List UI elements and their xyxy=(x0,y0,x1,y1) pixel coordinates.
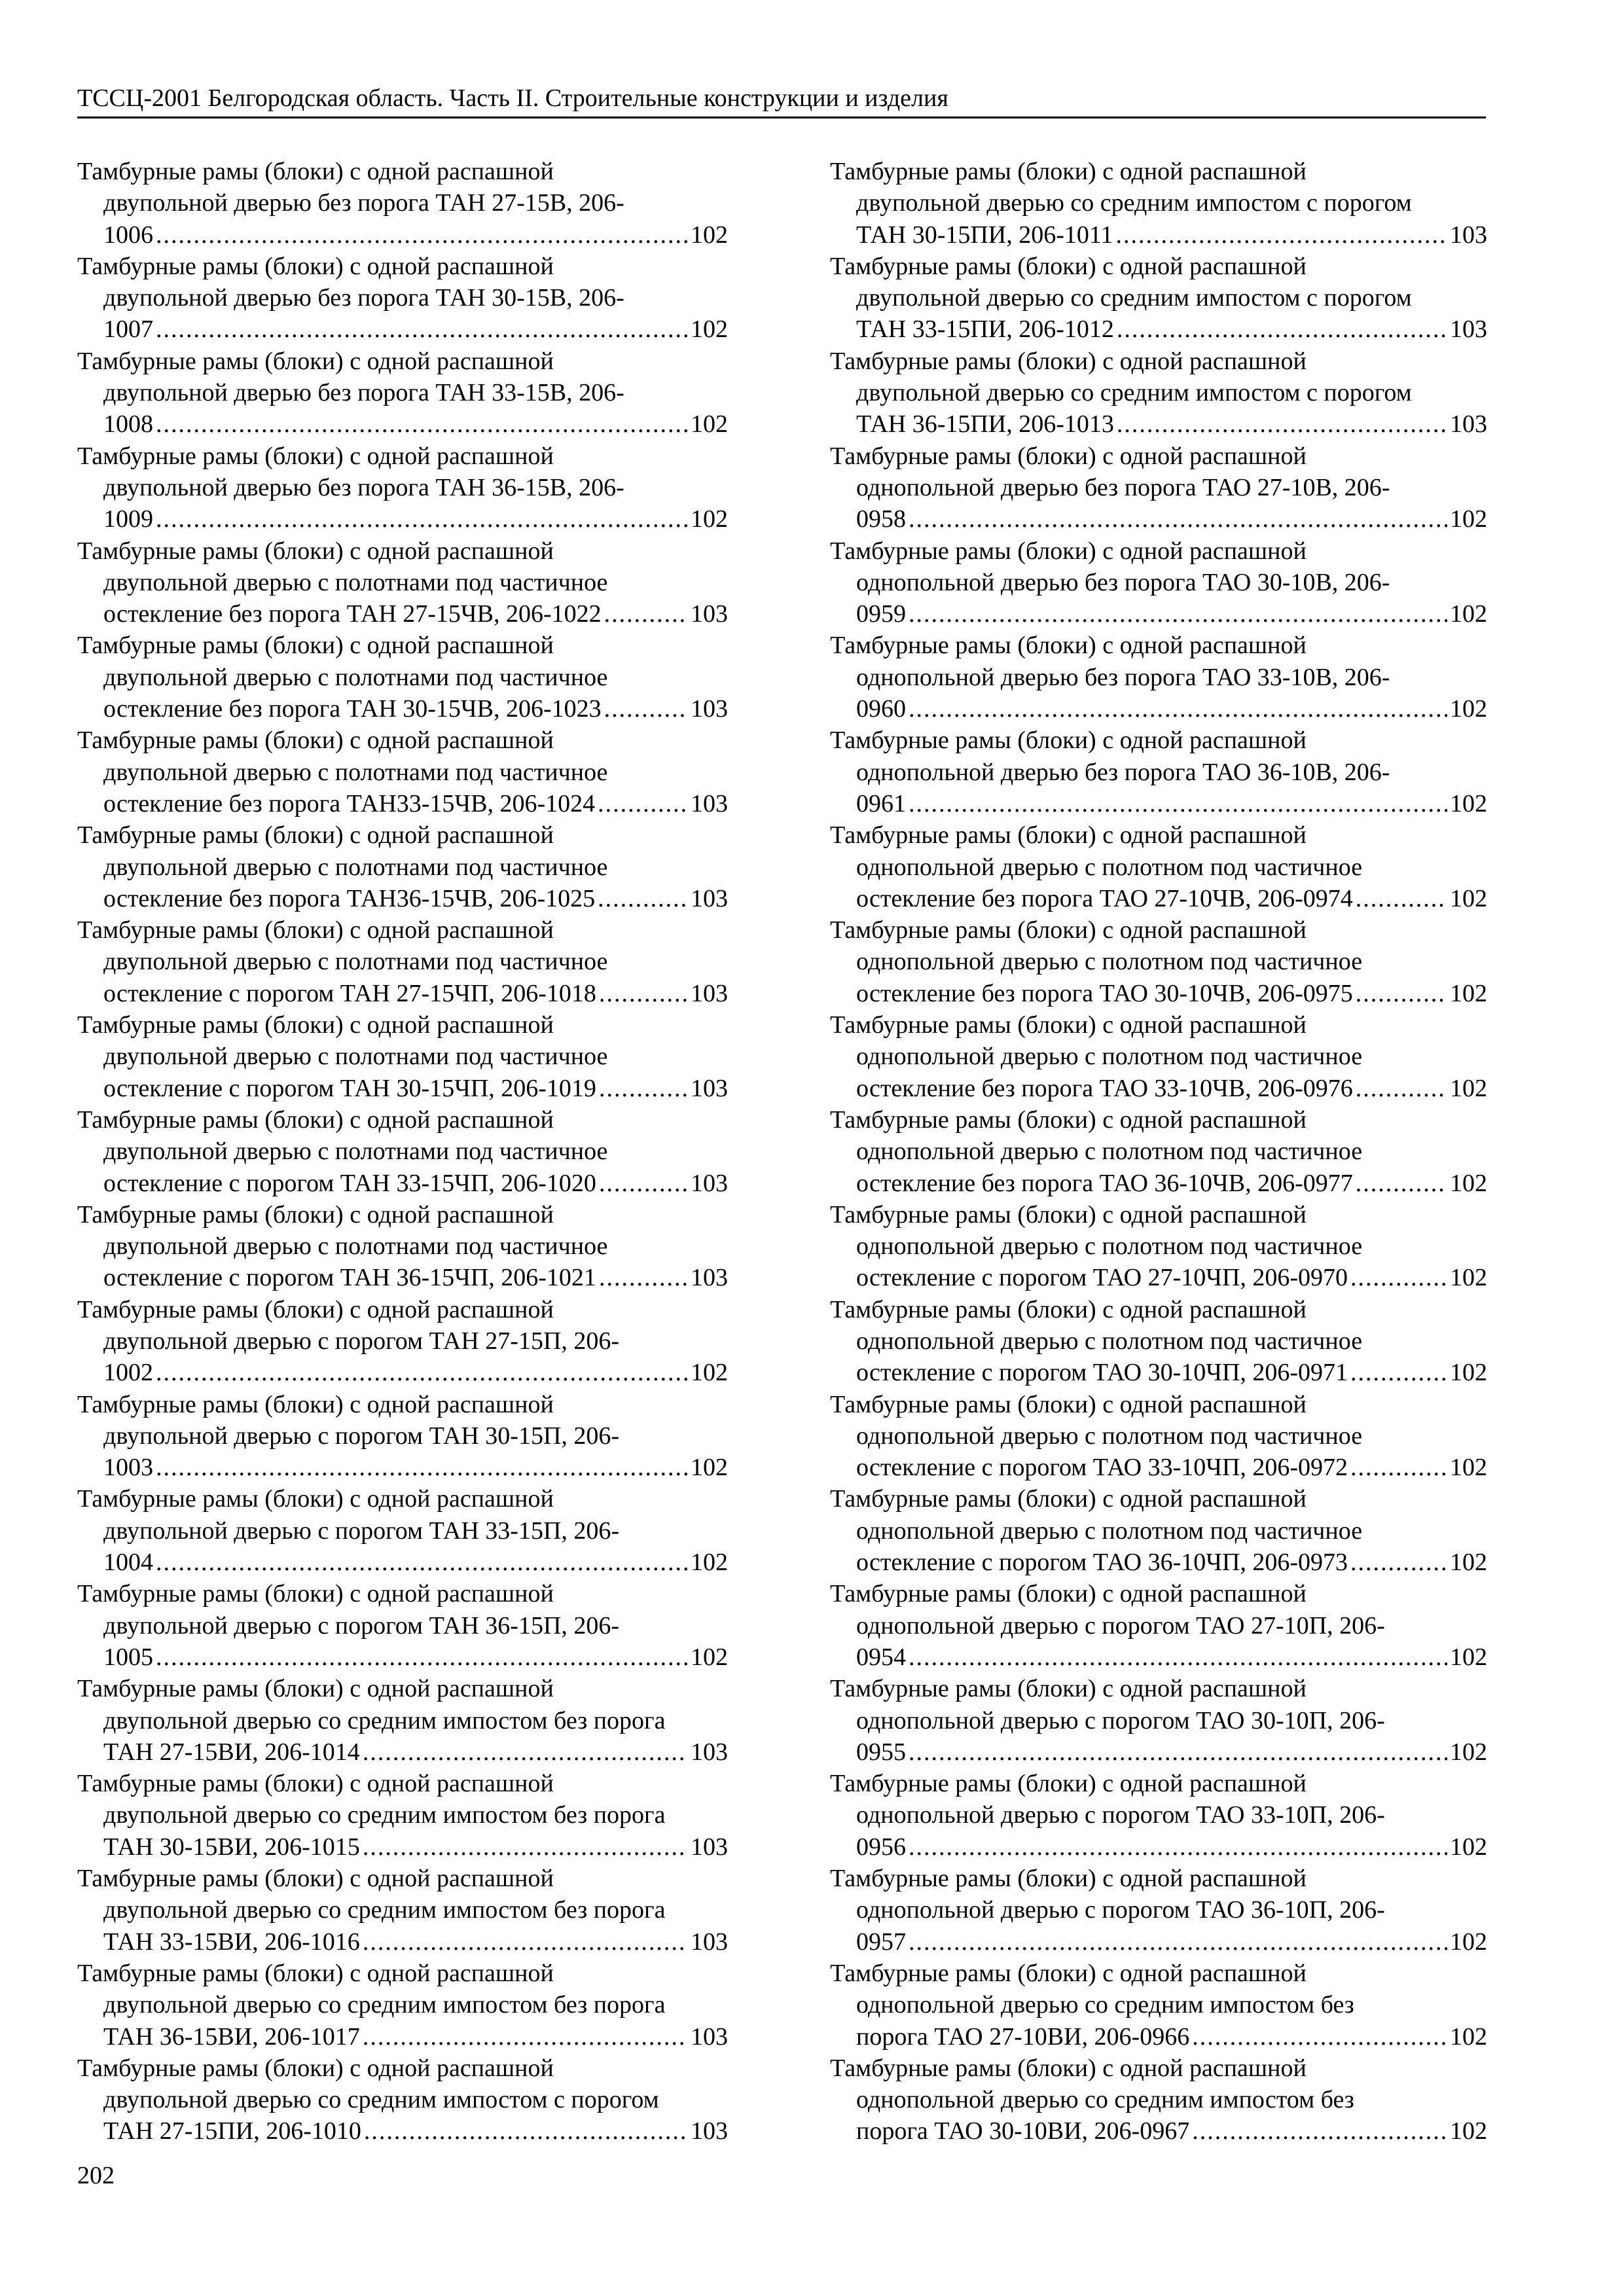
dot-leader xyxy=(1356,883,1447,914)
entry-text-line: двупольной дверью с порогом ТАН 36-15П, 206- xyxy=(103,1611,620,1640)
dot-leader xyxy=(156,503,688,535)
entry-page-number: 102 xyxy=(1450,1074,1487,1102)
entry-last-line xyxy=(77,2115,728,2147)
entry-text-line: однопольной дверью с полотном под частичное xyxy=(856,1516,1363,1545)
index-entry xyxy=(830,1863,1487,1958)
entry-text-line: Тамбурные рамы (блоки) с одной распашной xyxy=(77,632,554,660)
entry-page-number: 102 xyxy=(691,1454,728,1482)
dot-leader xyxy=(156,408,688,440)
entry-text-line: Тамбурные рамы (блоки) с одной распашной xyxy=(830,1580,1307,1608)
entry-text-line: остекление без порога ТАО 27-10ЧВ, 206-0974 xyxy=(856,884,1353,912)
dot-leader xyxy=(909,503,1447,535)
entry-last-line xyxy=(830,978,1487,1009)
entry-page-number: 103 xyxy=(691,695,728,723)
entry-last-line xyxy=(77,1736,728,1768)
entry-last-line xyxy=(77,314,728,345)
entry-text-line: однопольной дверью с полотном под частичное xyxy=(856,1043,1363,1071)
entry-text-line: Тамбурные рамы (блоки) с одной распашной xyxy=(77,1865,554,1893)
entry-text-line: двупольной дверью с порогом ТАН 27-15П, 206- xyxy=(103,1327,620,1355)
entry-text-line: 1002 xyxy=(103,1359,153,1387)
entry-text-line: Тамбурные рамы (блоки) с одной распашной xyxy=(77,347,554,375)
entry-page-number: 102 xyxy=(1450,789,1487,817)
entry-text-line: двупольной дверью без порога ТАН 30-15В, 206- xyxy=(103,284,624,312)
dot-leader xyxy=(363,2021,688,2053)
entry-last-line xyxy=(77,883,728,914)
entry-text-line: остекление без порога ТАО 36-10ЧВ, 206-0977 xyxy=(856,1169,1353,1197)
index-entry xyxy=(77,914,728,1009)
entry-page-number: 102 xyxy=(1450,1549,1487,1577)
entry-page-number: 102 xyxy=(691,315,728,344)
entry-last-line xyxy=(830,219,1487,251)
dot-leader xyxy=(156,1357,688,1388)
entry-text-line: Тамбурные рамы (блоки) с одной распашной xyxy=(77,1390,554,1418)
entry-text-line: 1004 xyxy=(103,1549,153,1577)
entry-text-line: 1007 xyxy=(103,315,153,344)
dot-leader xyxy=(909,1926,1447,1958)
entry-page-number: 102 xyxy=(1450,979,1487,1007)
entry-text-line: Тамбурные рамы (блоки) с одной распашной xyxy=(830,1011,1307,1039)
entry-text-line: Тамбурные рамы (блоки) с одной распашной xyxy=(830,1485,1307,1513)
entry-last-line xyxy=(77,598,728,630)
entry-last-line xyxy=(77,1073,728,1104)
entry-page-number: 102 xyxy=(1450,600,1487,628)
entry-page-number: 103 xyxy=(1450,410,1487,439)
entry-text-line: Тамбурные рамы (блоки) с одной распашной xyxy=(77,821,554,850)
entry-page-number: 103 xyxy=(691,600,728,628)
entry-text-line: остекление без порога ТАН36-15ЧВ, 206-1025 xyxy=(103,884,596,912)
index-entry xyxy=(830,1768,1487,1863)
dot-leader xyxy=(363,1736,688,1768)
entry-last-line xyxy=(77,788,728,819)
index-entry xyxy=(77,440,728,535)
entry-last-line xyxy=(77,1168,728,1199)
dot-leader xyxy=(1192,2115,1447,2147)
index-entry xyxy=(830,2053,1487,2147)
entry-last-line xyxy=(830,1357,1487,1388)
entry-last-line xyxy=(77,1547,728,1578)
entry-text-line: остекление с порогом ТАН 27-15ЧП, 206-1018 xyxy=(103,979,596,1007)
index-entry xyxy=(830,1389,1487,1484)
entry-page-number: 103 xyxy=(691,1738,728,1766)
entry-text-line: однопольной дверью с полотном под частичное xyxy=(856,1138,1363,1166)
entry-text-line: однопольной дверью с полотном под частичное xyxy=(856,1232,1363,1261)
index-entry xyxy=(830,251,1487,346)
entry-text-line: 0955 xyxy=(856,1738,906,1766)
index-entry xyxy=(830,1578,1487,1673)
index-entry xyxy=(830,1294,1487,1389)
index-entry xyxy=(830,535,1487,630)
entry-text-line: однопольной дверью с порогом ТАО 33-10П, 206- xyxy=(856,1801,1385,1829)
entry-last-line xyxy=(77,219,728,251)
entry-page-number: 103 xyxy=(691,789,728,817)
entry-last-line xyxy=(77,1262,728,1293)
entry-text-line: Тамбурные рамы (блоки) с одной распашной xyxy=(77,1011,554,1039)
dot-leader xyxy=(909,1736,1447,1768)
entry-text-line: однопольной дверью с порогом ТАО 27-10П, 206- xyxy=(856,1611,1385,1640)
entry-last-line xyxy=(77,2021,728,2053)
entry-last-line xyxy=(830,598,1487,630)
entry-text-line: ТАН 30-15ПИ, 206-1011 xyxy=(856,221,1113,249)
entry-last-line xyxy=(830,1262,1487,1293)
dot-leader xyxy=(599,978,688,1009)
entry-text-line: остекление с порогом ТАО 27-10ЧП, 206-0970 xyxy=(856,1264,1348,1292)
entry-text-line: Тамбурные рамы (блоки) с одной распашной xyxy=(77,2054,554,2082)
entry-text-line: двупольной дверью с порогом ТАН 30-15П, 206- xyxy=(103,1422,620,1450)
entry-text-line: Тамбурные рамы (блоки) с одной распашной xyxy=(830,1200,1307,1229)
index-entry xyxy=(830,1104,1487,1199)
entry-text-line: двупольной дверью со средним импостом с порогом xyxy=(856,379,1412,407)
entry-page-number: 103 xyxy=(691,1833,728,1861)
entry-text-line: Тамбурные рамы (блоки) с одной распашной xyxy=(77,1675,554,1703)
entry-last-line xyxy=(830,693,1487,725)
entry-text-line: Тамбурные рамы (блоки) с одной распашной xyxy=(830,1770,1307,1798)
entry-text-line: Тамбурные рамы (блоки) с одной распашной xyxy=(830,1865,1307,1893)
dot-leader xyxy=(1356,1073,1447,1104)
dot-leader xyxy=(598,788,688,819)
entry-text-line: однопольной дверью с полотном под частичное xyxy=(856,1422,1363,1450)
entry-page-number: 102 xyxy=(1450,1928,1487,1956)
dot-leader xyxy=(1356,1168,1447,1199)
index-entry xyxy=(830,725,1487,819)
entry-last-line xyxy=(830,314,1487,345)
dot-leader xyxy=(1350,1452,1447,1483)
entry-text-line: остекление с порогом ТАО 33-10ЧП, 206-0972 xyxy=(856,1454,1348,1482)
entry-text-line: остекление с порогом ТАО 30-10ЧП, 206-0971 xyxy=(856,1359,1348,1387)
dot-leader xyxy=(1116,219,1448,251)
entry-last-line xyxy=(830,1641,1487,1673)
entry-last-line xyxy=(77,1452,728,1483)
entry-page-number: 102 xyxy=(1450,1643,1487,1671)
entry-text-line: ТАН 27-15ПИ, 206-1010 xyxy=(103,2117,361,2145)
entry-text-line: 0958 xyxy=(856,505,906,533)
index-column-left xyxy=(77,156,728,2147)
entry-text-line: двупольной дверью без порога ТАН 36-15В, 206- xyxy=(103,473,624,501)
dot-leader xyxy=(909,1831,1447,1863)
entry-text-line: Тамбурные рамы (блоки) с одной распашной xyxy=(830,916,1307,944)
entry-text-line: Тамбурные рамы (блоки) с одной распашной xyxy=(77,442,554,470)
entry-text-line: Тамбурные рамы (блоки) с одной распашной xyxy=(830,1675,1307,1703)
entry-text-line: двупольной дверью с полотнами под частичное xyxy=(103,948,608,976)
entry-text-line: 0959 xyxy=(856,600,906,628)
entry-text-line: ТАН 27-15ВИ, 206-1014 xyxy=(103,1738,360,1766)
index-entry xyxy=(77,251,728,346)
entry-text-line: двупольной дверью со средним импостом с порогом xyxy=(103,2086,659,2114)
dot-leader xyxy=(909,788,1447,819)
index-entry xyxy=(77,535,728,630)
entry-page-number: 102 xyxy=(1450,1738,1487,1766)
entry-page-number: 103 xyxy=(691,1074,728,1102)
entry-page-number: 102 xyxy=(1450,884,1487,912)
entry-text-line: ТАН 36-15ВИ, 206-1017 xyxy=(103,2022,360,2051)
dot-leader xyxy=(909,1641,1447,1673)
entry-text-line: Тамбурные рамы (блоки) с одной распашной xyxy=(77,1580,554,1608)
dot-leader xyxy=(604,693,688,725)
dot-leader xyxy=(1350,1262,1447,1293)
entry-last-line xyxy=(830,2021,1487,2053)
entry-text-line: остекление без порога ТАН33-15ЧВ, 206-1024 xyxy=(103,789,596,817)
entry-text-line: остекление с порогом ТАН 33-15ЧП, 206-1020 xyxy=(103,1169,596,1197)
entry-page-number: 102 xyxy=(1450,1264,1487,1292)
index-entry xyxy=(77,2053,728,2147)
entry-text-line: Тамбурные рамы (блоки) с одной распашной xyxy=(77,158,554,185)
entry-page-number: 102 xyxy=(691,1359,728,1387)
entry-page-number: 102 xyxy=(1450,1454,1487,1482)
index-entry xyxy=(77,1009,728,1104)
entry-text-line: Тамбурные рамы (блоки) с одной распашной xyxy=(830,442,1307,470)
entry-text-line: двупольной дверью с полотнами под частичное xyxy=(103,1232,608,1261)
index-entry xyxy=(77,1199,728,1294)
index-column-right xyxy=(830,156,1487,2147)
entry-text-line: двупольной дверью с полотнами под частичное xyxy=(103,568,608,596)
entry-text-line: двупольной дверью с полотнами под частичное xyxy=(103,1138,608,1166)
dot-leader xyxy=(599,1168,688,1199)
entry-page-number: 103 xyxy=(691,1928,728,1956)
running-header: ТССЦ-2001 Белгородская область. Часть II. Строительные конструкции и изделия xyxy=(77,84,1486,118)
entry-text-line: Тамбурные рамы (блоки) с одной распашной xyxy=(77,1105,554,1134)
entry-text-line: Тамбурные рамы (блоки) с одной распашной xyxy=(77,1485,554,1513)
index-entry xyxy=(77,630,728,725)
entry-text-line: Тамбурные рамы (блоки) с одной распашной xyxy=(77,1295,554,1323)
dot-leader xyxy=(909,598,1447,630)
entry-text-line: двупольной дверью со средним импостом без порога xyxy=(103,1896,666,1924)
entry-text-line: двупольной дверью с полотнами под частичное xyxy=(103,1043,608,1071)
dot-leader xyxy=(363,1831,688,1863)
entry-text-line: 0960 xyxy=(856,695,906,723)
entry-last-line xyxy=(77,1357,728,1388)
entry-text-line: Тамбурные рамы (блоки) с одной распашной xyxy=(77,1200,554,1229)
entry-text-line: 1005 xyxy=(103,1643,153,1671)
entry-text-line: ТАН 30-15ВИ, 206-1015 xyxy=(103,1833,360,1861)
entry-text-line: Тамбурные рамы (блоки) с одной распашной xyxy=(77,1959,554,1987)
entry-last-line xyxy=(830,1547,1487,1578)
entry-text-line: однопольной дверью с полотном под частичное xyxy=(856,948,1363,976)
dot-leader xyxy=(909,693,1447,725)
entry-text-line: ТАН 36-15ПИ, 206-1013 xyxy=(856,410,1114,439)
index-entry xyxy=(77,1768,728,1863)
dot-leader xyxy=(598,883,688,914)
dot-leader xyxy=(604,598,688,630)
entry-text-line: двупольной дверью со средним импостом без порога xyxy=(103,1706,666,1734)
entry-text-line: ТАН 33-15ВИ, 206-1016 xyxy=(103,1928,360,1956)
entry-page-number: 102 xyxy=(691,505,728,533)
entry-page-number: 103 xyxy=(691,2117,728,2145)
dot-leader xyxy=(156,219,688,251)
index-entry xyxy=(830,819,1487,914)
index-entry xyxy=(830,156,1487,251)
index-entry xyxy=(830,1673,1487,1768)
entry-text-line: однопольной дверью с порогом ТАО 36-10П, 206- xyxy=(856,1896,1385,1924)
entry-text-line: однопольной дверью без порога ТАО 27-10В, 206- xyxy=(856,473,1390,501)
entry-last-line xyxy=(830,883,1487,914)
entry-text-line: Тамбурные рамы (блоки) с одной распашной xyxy=(830,1105,1307,1134)
entry-text-line: двупольной дверью со средним импостом без порога xyxy=(103,1801,666,1829)
entry-text-line: Тамбурные рамы (блоки) с одной распашной xyxy=(77,916,554,944)
index-entry xyxy=(77,1578,728,1673)
entry-page-number: 103 xyxy=(1450,221,1487,249)
dot-leader xyxy=(1117,314,1447,345)
entry-page-number: 102 xyxy=(1450,695,1487,723)
index-entry xyxy=(77,1104,728,1199)
index-entry xyxy=(77,156,728,251)
dot-leader xyxy=(1117,408,1447,440)
entry-last-line xyxy=(77,1641,728,1673)
dot-leader xyxy=(1350,1357,1447,1388)
entry-text-line: однопольной дверью с полотном под частичное xyxy=(856,853,1363,881)
entry-page-number: 103 xyxy=(691,1169,728,1197)
entry-text-line: 0954 xyxy=(856,1643,906,1671)
entry-text-line: Тамбурные рамы (блоки) с одной распашной xyxy=(830,347,1307,375)
entry-text-line: двупольной дверью с полотнами под частичное xyxy=(103,853,608,881)
index-entry xyxy=(830,440,1487,535)
entry-text-line: остекление с порогом ТАН 36-15ЧП, 206-1021 xyxy=(103,1264,596,1292)
index-entry xyxy=(77,1863,728,1958)
entry-page-number: 102 xyxy=(691,1643,728,1671)
entry-text-line: однопольной дверью без порога ТАО 36-10В, 206- xyxy=(856,758,1390,786)
dot-leader xyxy=(1356,978,1447,1009)
entry-text-line: остекление с порогом ТАО 36-10ЧП, 206-0973 xyxy=(856,1549,1348,1577)
entry-page-number: 103 xyxy=(1450,315,1487,344)
entry-text-line: 1003 xyxy=(103,1454,153,1482)
entry-text-line: Тамбурные рамы (блоки) с одной распашной xyxy=(77,537,554,565)
entry-text-line: двупольной дверью со средним импостом с порогом xyxy=(856,284,1412,312)
entry-text-line: порога ТАО 30-10ВИ, 206-0967 xyxy=(856,2117,1190,2145)
entry-text-line: однопольной дверью без порога ТАО 30-10В, 206- xyxy=(856,568,1390,596)
entry-text-line: Тамбурные рамы (блоки) с одной распашной xyxy=(830,1295,1307,1323)
entry-text-line: однопольной дверью со средним импостом без xyxy=(856,1991,1354,2019)
entry-last-line xyxy=(830,408,1487,440)
index-entry xyxy=(77,1389,728,1484)
entry-text-line: остекление с порогом ТАН 30-15ЧП, 206-1019 xyxy=(103,1074,596,1102)
dot-leader xyxy=(599,1073,688,1104)
entry-last-line xyxy=(830,2115,1487,2147)
entry-text-line: двупольной дверью без порога ТАН 27-15В, 206- xyxy=(103,189,624,217)
entry-last-line xyxy=(77,978,728,1009)
dot-leader xyxy=(156,1547,688,1578)
entry-last-line xyxy=(830,1452,1487,1483)
entry-text-line: остекление без порога ТАО 30-10ЧВ, 206-0975 xyxy=(856,979,1353,1007)
index-entry xyxy=(77,346,728,440)
dot-leader xyxy=(599,1262,688,1293)
entry-text-line: ТАН 33-15ПИ, 206-1012 xyxy=(856,315,1114,344)
entry-text-line: Тамбурные рамы (блоки) с одной распашной xyxy=(830,726,1307,755)
entry-text-line: 1006 xyxy=(103,221,153,249)
dot-leader xyxy=(364,2115,688,2147)
entry-text-line: Тамбурные рамы (блоки) с одной распашной xyxy=(77,252,554,280)
entry-last-line xyxy=(830,1073,1487,1104)
entry-text-line: остекление без порога ТАО 33-10ЧВ, 206-0976 xyxy=(856,1074,1353,1102)
entry-last-line xyxy=(830,1168,1487,1199)
entry-page-number: 102 xyxy=(691,1549,728,1577)
index-entry xyxy=(77,1958,728,2053)
entry-page-number: 102 xyxy=(1450,1359,1487,1387)
entry-page-number: 102 xyxy=(1450,2117,1487,2145)
entry-page-number: 102 xyxy=(1450,1833,1487,1861)
entry-text-line: остекление без порога ТАН 27-15ЧВ, 206-1022 xyxy=(103,600,602,628)
entry-text-line: 0956 xyxy=(856,1833,906,1861)
index-entry xyxy=(77,1294,728,1389)
entry-text-line: двупольной дверью со средним импостом без порога xyxy=(103,1991,666,2019)
entry-text-line: Тамбурные рамы (блоки) с одной распашной xyxy=(830,821,1307,850)
index-entry xyxy=(830,630,1487,725)
dot-leader xyxy=(1350,1547,1447,1578)
entry-page-number: 102 xyxy=(1450,1169,1487,1197)
index-entry xyxy=(830,914,1487,1009)
index-entry xyxy=(77,1483,728,1578)
index-entry xyxy=(77,1673,728,1768)
entry-last-line xyxy=(77,1831,728,1863)
dot-leader xyxy=(363,1926,688,1958)
entry-page-number: 102 xyxy=(691,410,728,439)
entry-last-line xyxy=(830,1831,1487,1863)
entry-page-number: 103 xyxy=(691,884,728,912)
entry-last-line xyxy=(830,1736,1487,1768)
index-entry xyxy=(830,1483,1487,1578)
entry-text-line: Тамбурные рамы (блоки) с одной распашной xyxy=(830,158,1307,185)
entry-text-line: двупольной дверью без порога ТАН 33-15В, 206- xyxy=(103,379,624,407)
dot-leader xyxy=(156,314,688,345)
entry-text-line: 0957 xyxy=(856,1928,906,1956)
entry-text-line: 0961 xyxy=(856,789,906,817)
entry-text-line: остекление без порога ТАН 30-15ЧВ, 206-1023 xyxy=(103,695,602,723)
entry-page-number: 102 xyxy=(691,221,728,249)
entry-text-line: 1008 xyxy=(103,410,153,439)
entry-last-line xyxy=(830,1926,1487,1958)
index-entry xyxy=(77,819,728,914)
entry-text-line: Тамбурные рамы (блоки) с одной распашной xyxy=(830,1959,1307,1987)
entry-text-line: однопольной дверью без порога ТАО 33-10В, 206- xyxy=(856,663,1390,691)
entry-text-line: 1009 xyxy=(103,505,153,533)
entry-text-line: двупольной дверью с полотнами под частичное xyxy=(103,663,608,691)
entry-last-line xyxy=(77,1926,728,1958)
entry-text-line: однопольной дверью с порогом ТАО 30-10П, 206- xyxy=(856,1706,1385,1734)
entry-text-line: двупольной дверью с полотнами под частичное xyxy=(103,758,608,786)
entry-text-line: Тамбурные рамы (блоки) с одной распашной xyxy=(77,1770,554,1798)
entry-text-line: Тамбурные рамы (блоки) с одной распашной xyxy=(830,632,1307,660)
entry-last-line xyxy=(77,503,728,535)
index-entry xyxy=(830,1199,1487,1294)
index-entry xyxy=(830,1958,1487,2053)
dot-leader xyxy=(156,1641,688,1673)
entry-text-line: двупольной дверью с порогом ТАН 33-15П, 206- xyxy=(103,1516,620,1545)
index-entry xyxy=(830,346,1487,440)
entry-text-line: однопольной дверью с полотном под частичное xyxy=(856,1327,1363,1355)
entry-text-line: однопольной дверью со средним импостом без xyxy=(856,2086,1354,2114)
index-entry xyxy=(77,725,728,819)
entry-last-line xyxy=(830,503,1487,535)
entry-page-number: 102 xyxy=(1450,2022,1487,2051)
entry-last-line xyxy=(77,408,728,440)
entry-text-line: порога ТАО 27-10ВИ, 206-0966 xyxy=(856,2022,1190,2051)
entry-page-number: 103 xyxy=(691,2022,728,2051)
entry-text-line: Тамбурные рамы (блоки) с одной распашной xyxy=(830,252,1307,280)
dot-leader xyxy=(156,1452,688,1483)
index-entry xyxy=(830,1009,1487,1104)
entry-text-line: Тамбурные рамы (блоки) с одной распашной xyxy=(77,726,554,755)
entry-text-line: Тамбурные рамы (блоки) с одной распашной xyxy=(830,1390,1307,1418)
entry-page-number: 103 xyxy=(691,1264,728,1292)
entry-text-line: Тамбурные рамы (блоки) с одной распашной xyxy=(830,2054,1307,2082)
dot-leader xyxy=(1192,2021,1447,2053)
entry-last-line xyxy=(77,693,728,725)
page-number: 202 xyxy=(77,2162,115,2189)
entry-text-line: Тамбурные рамы (блоки) с одной распашной xyxy=(830,537,1307,565)
entry-text-line: двупольной дверью со средним импостом с порогом xyxy=(856,189,1412,217)
entry-page-number: 102 xyxy=(1450,505,1487,533)
entry-last-line xyxy=(830,788,1487,819)
entry-page-number: 103 xyxy=(691,979,728,1007)
